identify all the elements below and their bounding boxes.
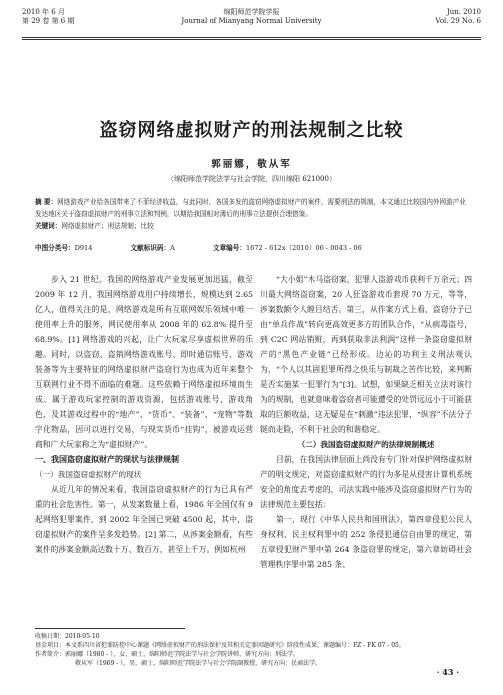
abstract-label: 摘 要： bbox=[35, 198, 58, 206]
header-rule-top bbox=[22, 37, 481, 38]
keywords-label: 关键词： bbox=[35, 222, 62, 230]
header-date-en: Jun. 2010 bbox=[446, 8, 481, 16]
author-bio: 敬从军（1969 - ），男，硕士，绵阳师范学院法学与社会学院副教授，研究方向：民商法学。 bbox=[75, 660, 322, 667]
article-authors: 郭丽娜，敬从军 bbox=[211, 159, 292, 170]
section-heading: 一、我国盗窃虚拟财产的现状与法律规制 bbox=[35, 455, 179, 464]
subsection-heading: （二）我国盗窃虚拟财产的法律规制概述 bbox=[297, 440, 435, 449]
body-paragraph: 步入 21 世纪，我国的网络游戏产业发展更加迅猛，截至 2009 年 12 月，我国网络游戏用户持续增长，规模达到 2.65 亿人，值得关注的是，网络游戏是所有互联网娱乐领域中唯一使用率上升的服务，网民使用率从 2008 年的 62.8% 提升至 68.9%。[1] 网络游戏的兴起，让广大玩家尽享虚拟世界的乐趣。同时，以盗窃、盗销网络游戏账号、即时通信账号、游戏装备等为主要特征的网络虚拟财产盗窃行为也成为近年来整个互联网行业不得不面临的难题。这些依赖于网络虚拟环境而生成、属于游戏玩家控制的游戏资源，包括游戏账号、游戏角色，及其游戏过程中的“地产”、“货币”、“装备”、“宠物”等数字化物品，因可以进行交易，与现实货币“挂钩”，被游戏运营商和广大玩家称之为“虚拟财产”。 bbox=[35, 275, 253, 449]
subsection-heading: （一）我国盗窃虚拟财产的现状 bbox=[35, 470, 142, 479]
doc-value: A bbox=[170, 244, 175, 252]
doc-label: 文献标识码： bbox=[130, 244, 171, 252]
keywords-text: 网络虚拟财产；刑法规制；比较 bbox=[61, 222, 154, 230]
header-rule-bottom bbox=[22, 39, 481, 40]
header-volume-cn: 第 29 卷 第 6 期 bbox=[22, 17, 75, 25]
header-date: 2010 年 6 月 bbox=[22, 8, 65, 16]
article-no-label: 文章编号： bbox=[212, 244, 246, 252]
received-date: 收稿日期：2010-05-10 bbox=[35, 633, 100, 640]
footnote-rule bbox=[35, 628, 185, 629]
header-right bbox=[435, 8, 481, 26]
document-code bbox=[131, 244, 175, 252]
right-column bbox=[260, 272, 472, 572]
header-center bbox=[22, 8, 481, 26]
header-volume-en: Vol. 29 No. 6 bbox=[435, 17, 481, 25]
article-no-value: 1672 - 612x（2010）06 - 0043 - 06 bbox=[245, 244, 362, 252]
body-paragraph: “大小姐”木马盗窃案，犯罪人盗游戏币获利千万余元；四川最大网络盗窃案，20 人狂盗游戏币套现 70 万元，等等，涉案数额令人瞠目结舌。第三，从作案方式上看，盗窃分子已由“单兵作战”转向更高效更多方的团队合作，“从病毒盗号，到 C2C 网站销赃，再到获取非法利润”这样一条盗窃虚拟财产的“黑色产业链”已经形成。边沁的功利主义刑法观认为，“个人以其固犯罪所得之快乐与制裁之苦作比较，来判断是否实施某一犯罪行为”[3]。试想，如果缺乏相关立法对该行为的规制，也就意味着盗窃者可能遭受的处罚远远小于可能获取的巨额收益，这无疑是在“刺激”违法犯罪，“纵容”不法分子铤而走险，不利于社会的和谐稳定。 bbox=[260, 275, 472, 434]
body-paragraph: 从近几年的情况来看，我国盗窃虚拟财产的行为已具有严重的社会危害性。第一，从发案数量上看，1986 年全国仅有 9 起网络犯罪案件，到 2002 年全国已突破 4500 起，其中，盗窃虚拟财产的案件呈多发趋势。[2] 第二，从涉案金额看，有些案件的涉案金额高达数十万、数百万，甚至上千万。例如杭州 bbox=[35, 485, 253, 554]
abstract-text: 网络游戏产业给各国带来了不菲经济收益，与此同时，各国多发的盗窃网络虚拟财产的案件，需要刑法的规制，本文通过比较国内外网游产业发达地区关于盗窃虚拟财产的刑事立法和判例，以期给我国相对薄后的刑事立法提供合理借鉴。 bbox=[35, 198, 466, 218]
abstract bbox=[35, 196, 468, 232]
author-affiliation: （绵阳师范学院法学与社会学院，四川绵阳 621000） bbox=[167, 175, 336, 183]
footnote bbox=[35, 632, 468, 668]
clc-number bbox=[35, 244, 92, 252]
classification-line bbox=[35, 243, 468, 254]
article-title: 盗窃网络虚拟财产的刑法规制之比较 bbox=[99, 120, 404, 141]
running-header bbox=[22, 8, 481, 36]
clc-label: 中图分类号： bbox=[35, 244, 75, 252]
clc-value: D914 bbox=[74, 244, 93, 252]
body-paragraph: 第一，现行《中华人民共和国刑法》，第四章侵犯公民人身权利、民主权利罪中的 252 条侵犯通信自由罪的规定，第五章侵犯财产罪中第 264 条盗窃罪的规定，第六章妨碍社会管理秩序罪中第 285 条、 bbox=[260, 515, 472, 569]
article-number bbox=[213, 244, 362, 252]
journal-name-cn: 绵阳师范学院学报 bbox=[223, 8, 280, 16]
left-column bbox=[35, 272, 253, 557]
fund-info: 基金项目：本文系四川省犯罪防控中心课题《网络虚拟财产的刑法保护及其相关定罪问题研究》阶段性成果，课题编号：FZ - FK 07 - 05。 bbox=[35, 642, 405, 649]
page-number: · 43 · bbox=[436, 667, 459, 677]
body-paragraph: 目前，在我国法律层面上尚没有专门针对保护网络虚拟财产的明文规定，对盗窃虚拟财产的行为多是从侵害计算机系统安全的角度去考虑的，司法实践中能涉及盗窃虚拟财产行为的法律规范主要包括： bbox=[260, 455, 472, 509]
author-bio: 作者简介：郭丽娜（1980 - ），女，硕士，绵阳师范学院法学与社会学院讲师，研究方向：刑法学。 bbox=[35, 651, 300, 658]
journal-name-en: Journal of Mianyang Normal University bbox=[181, 17, 322, 25]
